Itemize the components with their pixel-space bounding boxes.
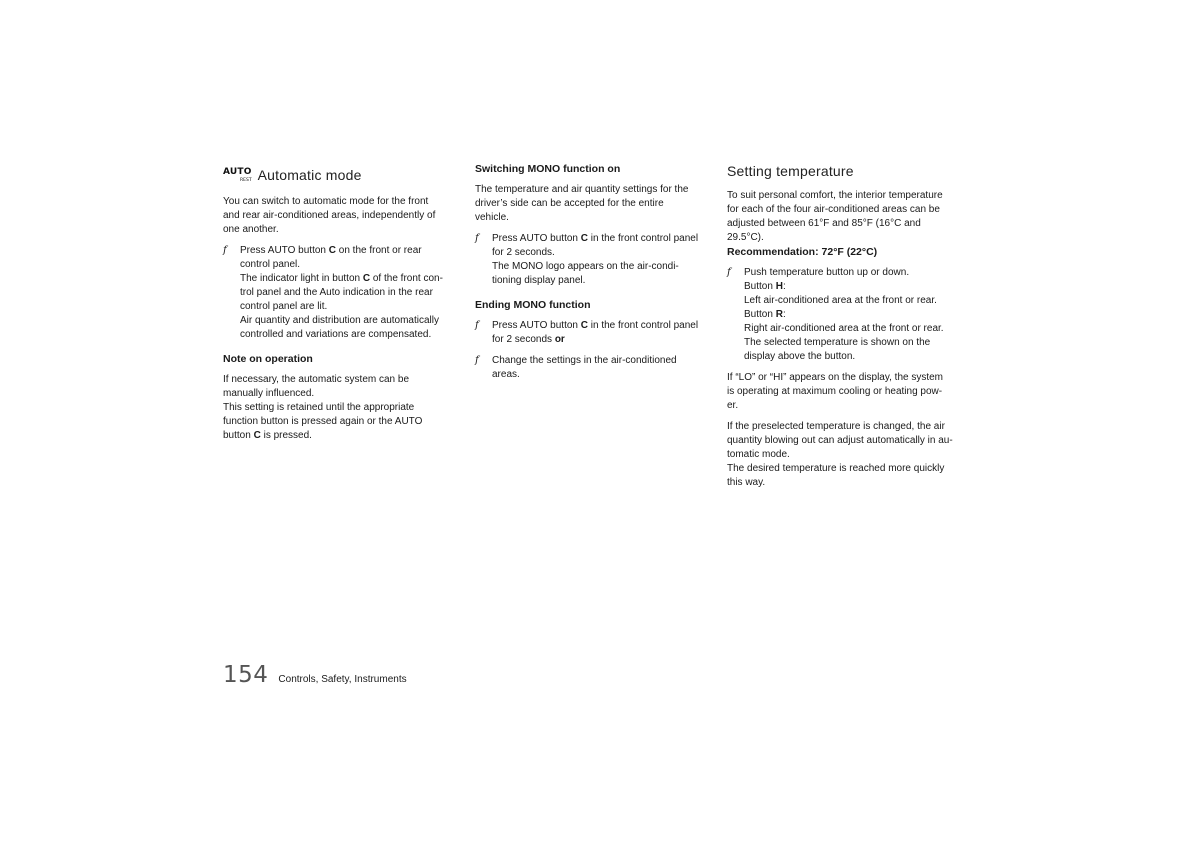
bullet-line: tioning display panel. (492, 275, 586, 286)
bullet-line: control panel. (240, 259, 301, 270)
bullet-line: Button R: (744, 309, 786, 320)
bullet-line: Press AUTO button C on the front or rear (240, 245, 422, 256)
automatic-mode-title: Automatic mode (257, 167, 362, 183)
bullet-line: Air quantity and distribution are automatically (240, 315, 439, 326)
bullet-marker: f (223, 245, 227, 256)
column-automatic-mode (223, 166, 463, 443)
bullet-line: Right air-conditioned area at the front or rear. (744, 323, 944, 334)
bullet-marker: f (475, 233, 479, 244)
recommendation-heading: Recommendation: 72°F (22°C) (727, 246, 878, 258)
note-line: If necessary, the automatic system can be (223, 374, 410, 385)
setting-temperature-title: Setting temperature (727, 163, 854, 179)
bullet-line: Push temperature button up or down. (744, 267, 910, 278)
mono-on-heading: Switching MONO function on (475, 163, 621, 175)
auto-rest-logo-icon (223, 168, 252, 183)
temp-intro-line: To suit personal comfort, the interior temperature (727, 190, 943, 201)
note-heading: Note on operation (223, 353, 313, 365)
lo-hi-line: If “LO” or “HI” appears on the display, the system (727, 372, 944, 383)
bullet-line: The MONO logo appears on the air-condi- (492, 261, 679, 272)
temp-bullet (727, 266, 967, 364)
bullet-line: The indicator light in button C of the front con- (240, 273, 443, 284)
intro-line: and rear air-conditioned areas, independently of (223, 210, 436, 221)
intro-line: one another. (223, 224, 279, 235)
rest-logo-text: REST (240, 178, 252, 183)
page-number: 154 (223, 662, 269, 688)
preselected-line: The desired temperature is reached more quickly (727, 463, 945, 474)
auto-logo-text: AUTO (223, 167, 252, 177)
mono-on-bullet (475, 232, 715, 288)
automatic-mode-heading (223, 166, 463, 186)
intro-line: You can switch to automatic mode for the front (223, 196, 429, 207)
lo-hi-line: is operating at maximum cooling or heating pow- (727, 386, 943, 397)
bullet-marker: f (475, 320, 479, 331)
mono-intro-line: driver’s side can be accepted for the entire (475, 198, 664, 209)
bullet-line: trol panel and the Auto indication in the rear (240, 287, 433, 298)
bullet-line: for 2 seconds or (492, 334, 565, 345)
page-footer (223, 661, 407, 689)
column-setting-temperature (727, 162, 967, 490)
note-line: This setting is retained until the appropriate (223, 402, 415, 413)
mono-end-bullet (475, 319, 715, 347)
preselected-line: this way. (727, 477, 766, 488)
bullet-marker: f (475, 355, 479, 366)
bullet-marker: f (727, 267, 731, 278)
temp-intro-line: adjusted between 61°F and 85°F (16°C and (727, 218, 921, 229)
note-line: function button is pressed again or the AUTO (223, 416, 423, 427)
note-line: button C is pressed. (223, 430, 312, 441)
section-name: Controls, Safety, Instruments (278, 674, 407, 685)
mono-intro-line: The temperature and air quantity settings for the (475, 184, 689, 195)
mono-end-heading: Ending MONO function (475, 299, 591, 311)
preselected-line: quantity blowing out can adjust automatically in au- (727, 435, 953, 446)
bullet-line: display above the button. (744, 351, 856, 362)
bullet-line: controlled and variations are compensated. (240, 329, 432, 340)
mono-intro-line: vehicle. (475, 212, 509, 223)
bullet-line: Press AUTO button C in the front control panel (492, 320, 699, 331)
preselected-line: If the preselected temperature is changed, the air (727, 421, 945, 432)
mono-change-bullet (475, 354, 715, 382)
auto-bullet (223, 244, 463, 342)
temp-intro-line: 29.5°C). (727, 232, 764, 243)
bullet-line: Press AUTO button C in the front control panel (492, 233, 699, 244)
lo-hi-line: er. (727, 400, 739, 411)
bullet-line: control panel are lit. (240, 301, 328, 312)
temp-intro-line: for each of the four air-conditioned areas can be (727, 204, 940, 215)
note-line: manually influenced. (223, 388, 315, 399)
bullet-line: Change the settings in the air-conditioned (492, 355, 677, 366)
bullet-line: for 2 seconds. (492, 247, 555, 258)
bullet-line: The selected temperature is shown on the (744, 337, 931, 348)
bullet-line: areas. (492, 369, 520, 380)
column-mono-function (475, 162, 715, 382)
bullet-line: Button H: (744, 281, 786, 292)
preselected-line: tomatic mode. (727, 449, 790, 460)
bullet-line: Left air-conditioned area at the front or rear. (744, 295, 937, 306)
